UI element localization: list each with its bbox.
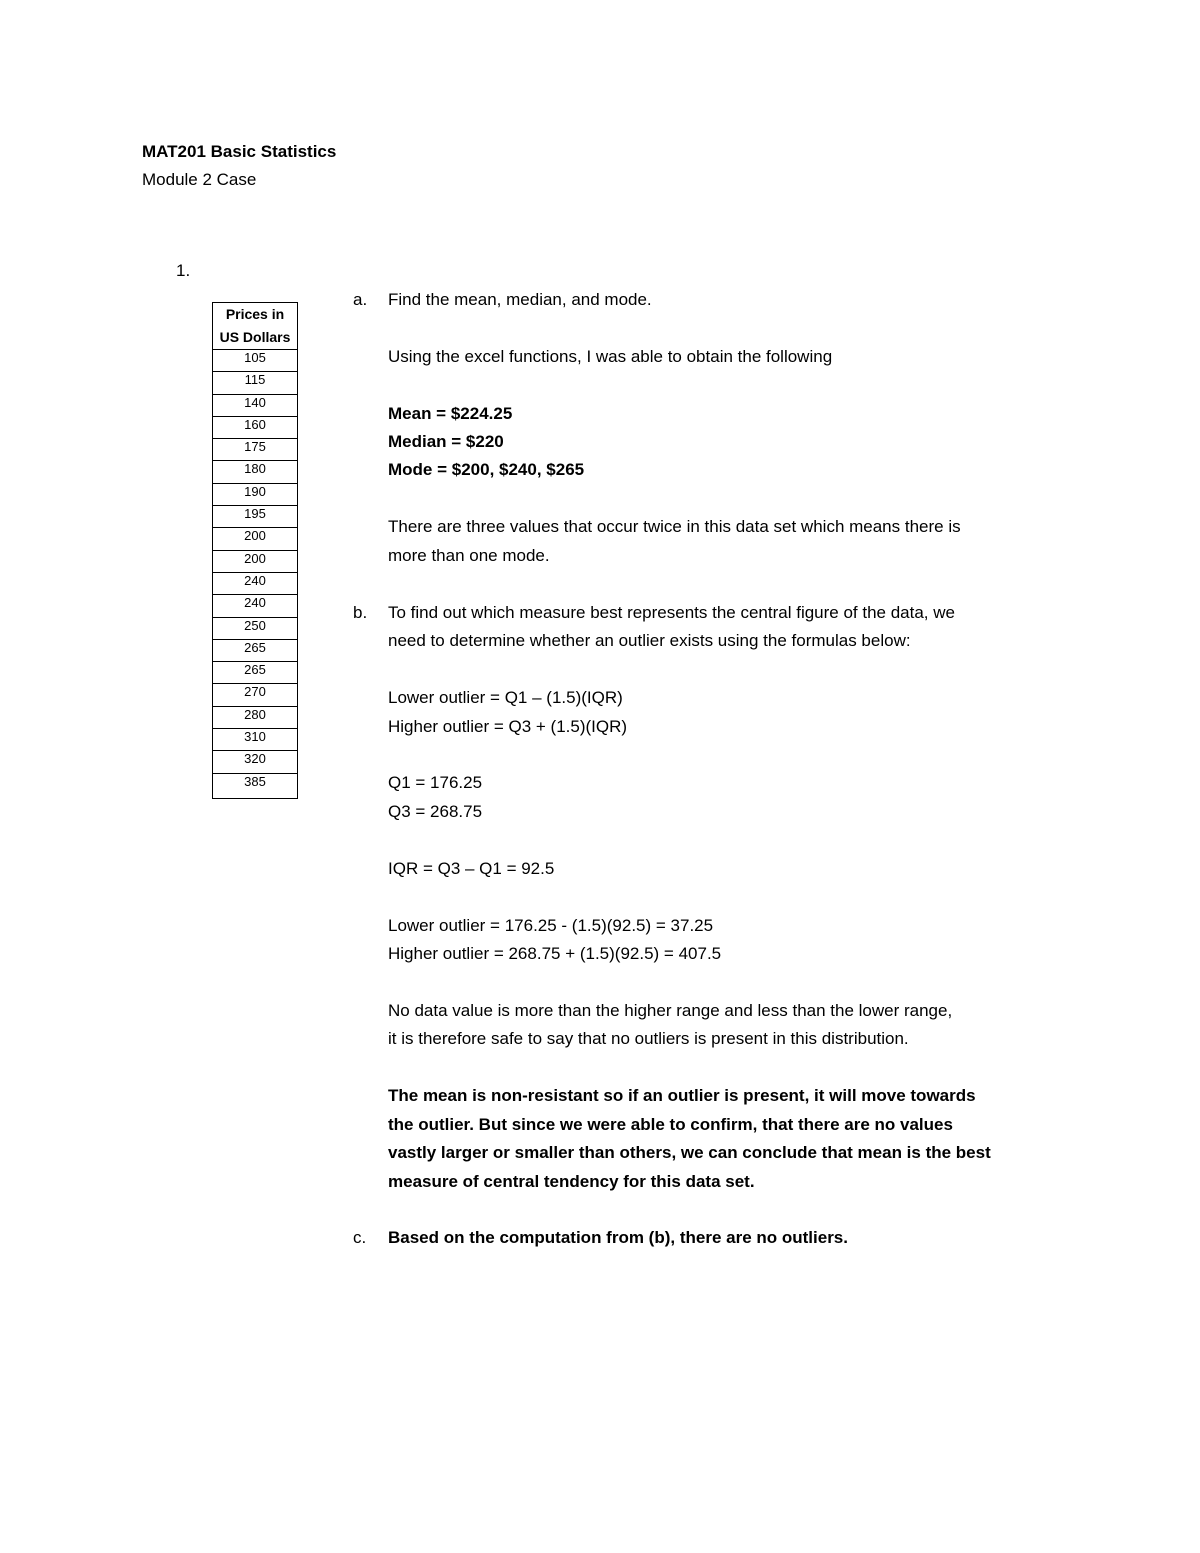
price-cell: 270 [213, 684, 297, 706]
part-b-q1: Q1 = 176.25 [388, 773, 483, 792]
part-b-check-line2: it is therefore safe to say that no outliers is present in this distribution. [388, 1029, 909, 1048]
price-cell: 320 [213, 751, 297, 773]
part-b-conclusion-line1: The mean is non-resistant so if an outlier is present, it will move towards [388, 1086, 976, 1105]
part-a-question: Find the mean, median, and mode. [388, 290, 652, 309]
part-b-lower-formula: Lower outlier = Q1 – (1.5)(IQR) [388, 688, 623, 707]
price-cell: 160 [213, 417, 297, 439]
price-cell: 140 [213, 395, 297, 417]
price-cell: 265 [213, 662, 297, 684]
part-c-marker: c. [353, 1228, 367, 1247]
price-cell: 385 [244, 773, 266, 789]
price-cell: 240 [213, 595, 297, 617]
module-subtitle: Module 2 Case [142, 170, 257, 189]
price-cell: 105 [213, 350, 297, 372]
part-b-marker: b. [353, 603, 368, 622]
question-number: 1. [176, 261, 191, 280]
part-b-q3: Q3 = 268.75 [388, 802, 483, 821]
part-a-median: Median = $220 [388, 432, 504, 451]
price-cell: 200 [213, 528, 297, 550]
price-cell: 175 [213, 439, 297, 461]
price-cell: 195 [213, 506, 297, 528]
price-cell: 310 [213, 729, 297, 751]
part-a-mean: Mean = $224.25 [388, 404, 513, 423]
part-a-mode: Mode = $200, $240, $265 [388, 460, 585, 479]
price-table [212, 302, 298, 799]
part-b-check-line1: No data value is more than the higher range and less than the lower range, [388, 1001, 953, 1020]
part-b-conclusion-line3: vastly larger or smaller than others, we can conclude that mean is the best [388, 1143, 991, 1162]
price-table-header-line2: US Dollars [219, 329, 291, 345]
part-b-intro-line2: need to determine whether an outlier exists using the formulas below: [388, 631, 911, 650]
price-cell: 280 [213, 707, 297, 729]
part-b-iqr: IQR = Q3 – Q1 = 92.5 [388, 859, 555, 878]
course-title: MAT201 Basic Statistics [142, 142, 337, 161]
part-a-marker: a. [353, 290, 368, 309]
part-a-note-line2: more than one mode. [388, 546, 550, 565]
price-cell: 190 [213, 484, 297, 506]
price-table-header [213, 303, 297, 350]
part-a-note-line1: There are three values that occur twice in this data set which means there is [388, 517, 961, 536]
part-b-intro-line1: To find out which measure best represents the central figure of the data, we [388, 603, 955, 622]
part-b-higher-calc: Higher outlier = 268.75 + (1.5)(92.5) = 407.5 [388, 944, 722, 963]
part-b-conclusion-line2: the outlier. But since we were able to confirm, that there are no values [388, 1115, 953, 1134]
price-cell: 200 [213, 551, 297, 573]
price-table-header-line1: Prices in [225, 306, 285, 322]
price-cell: 250 [213, 618, 297, 640]
part-a-intro: Using the excel functions, I was able to obtain the following [388, 347, 833, 366]
price-cell: 265 [213, 640, 297, 662]
price-cell: 180 [213, 461, 297, 483]
part-b-conclusion-line4: measure of central tendency for this data set. [388, 1172, 755, 1191]
part-c-answer: Based on the computation from (b), there are no outliers. [388, 1228, 848, 1247]
price-cell: 240 [213, 573, 297, 595]
part-b-higher-formula: Higher outlier = Q3 + (1.5)(IQR) [388, 717, 628, 736]
part-b-lower-calc: Lower outlier = 176.25 - (1.5)(92.5) = 37.25 [388, 916, 714, 935]
price-cell: 115 [213, 372, 297, 394]
